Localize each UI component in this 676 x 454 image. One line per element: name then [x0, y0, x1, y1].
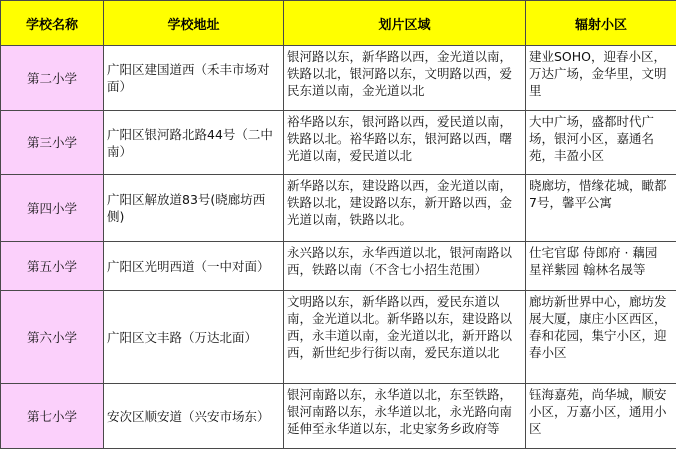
table-row [1, 175, 676, 242]
communities-cell: 建业SOHO，迎春小区，万达广场，金华里，文明里 [526, 46, 676, 111]
school-name-cell: 第三小学 [1, 111, 104, 175]
communities-cell: 廊坊新世界中心，廊坊发展大厦，康庄小区西区，春和花园，集宁小区，迎春小区 [526, 291, 676, 384]
address-cell: 广阳区解放道83号(晓廊坊西侧) [104, 175, 284, 242]
zone-cell: 银河路以东，新华路以西，金光道以南，铁路以北，银河路以东，文明路以西，爱民东道以南，金光道以北 [284, 46, 526, 111]
zone-cell: 银河南路以东，永华道以北，东至铁路，银河南路以东，永华道以北，永光路向南延伸至永华道以东，北史家务乡政府等 [284, 384, 526, 449]
zone-cell: 裕华路以东，银河路以西，爱民道以南，铁路以北。裕华路以东，银河路以西，曙光道以南，爱民道以北 [284, 111, 526, 175]
table-row [1, 242, 676, 291]
header-row [1, 1, 676, 46]
communities-cell: 钰海嘉苑，尚华城，顺安小区，万嘉小区，通用小区 [526, 384, 676, 449]
communities-cell: 大中广场，盛都时代广场，银河小区，嘉通名苑，丰盈小区 [526, 111, 676, 175]
address-cell: 广阳区建国道西（禾丰市场对面） [104, 46, 284, 111]
school-name-cell: 第六小学 [1, 291, 104, 384]
zone-cell: 新华路以东，建设路以西，金光道以南，铁路以北，建设路以东，新开路以西，金光道以南，铁路以北。 [284, 175, 526, 242]
table-row [1, 111, 676, 175]
school-name-cell: 第五小学 [1, 242, 104, 291]
address-cell: 广阳区光明西道（一中对面） [104, 242, 284, 291]
table-row [1, 46, 676, 111]
header-address: 学校地址 [104, 1, 284, 46]
table-row [1, 384, 676, 449]
school-name-cell: 第二小学 [1, 46, 104, 111]
table-row [1, 291, 676, 384]
zone-cell: 文明路以东，新华路以西，爱民东道以南，金光道以北。新华路以东，建设路以西，永丰道以南，金光道以北，新开路以西，新世纪步行街以南，爱民东道以北 [284, 291, 526, 384]
header-communities: 辐射小区 [526, 1, 676, 46]
header-school-name: 学校名称 [1, 1, 104, 46]
school-name-cell: 第七小学 [1, 384, 104, 449]
school-name-cell: 第四小学 [1, 175, 104, 242]
address-cell: 广阳区文丰路（万达北面） [104, 291, 284, 384]
zone-cell: 永兴路以东，永华西道以北，银河南路以西，铁路以南（不含七小招生范围） [284, 242, 526, 291]
communities-cell: 仕宅官邸 侍郎府 · 藕园 星祥紫园 翰林名晟等 [526, 242, 676, 291]
address-cell: 广阳区银河路北路44号（二中南） [104, 111, 284, 175]
header-zone: 划片区域 [284, 1, 526, 46]
communities-cell: 晓廊坊，惜缘花城，瞰都7号，馨平公寓 [526, 175, 676, 242]
address-cell: 安次区顺安道（兴安市场东） [104, 384, 284, 449]
